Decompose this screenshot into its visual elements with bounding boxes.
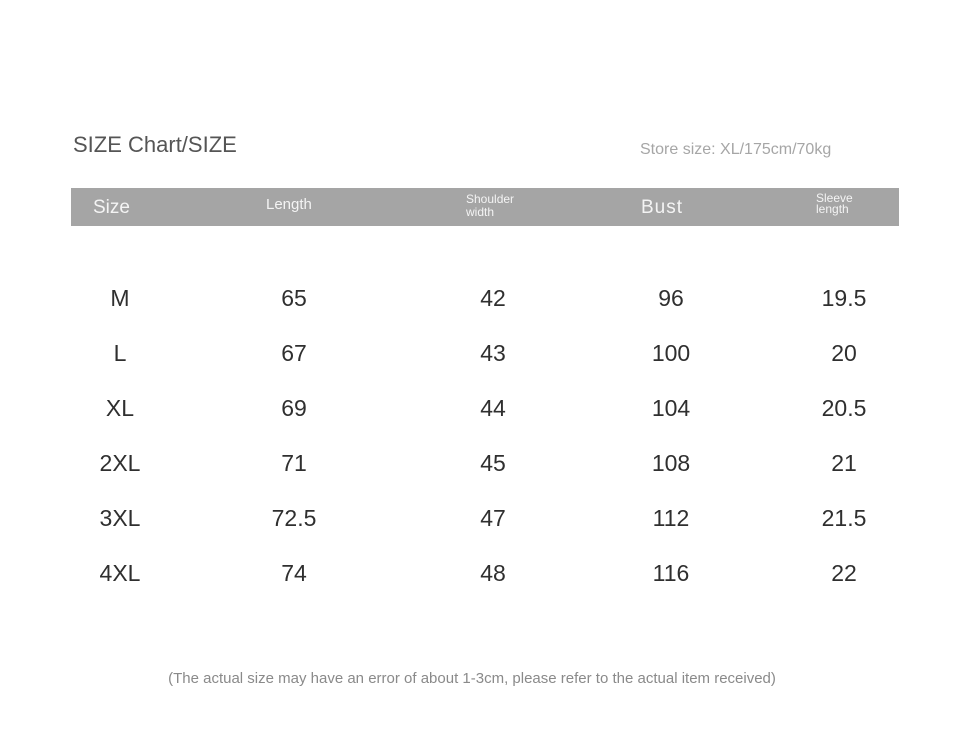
cell-shoulder: 48 <box>480 560 506 586</box>
header-shoulder-width <box>466 193 536 219</box>
cell-sleeve: 21.5 <box>821 505 867 531</box>
store-size-note: Store size: XL/175cm/70kg <box>640 141 832 158</box>
cell-sleeve: 20.5 <box>821 395 867 421</box>
table-row <box>0 381 969 436</box>
cell-bust: 100 <box>651 340 691 366</box>
cell-size: 2XL <box>99 450 141 476</box>
header-shoulder-line1: Shoulder <box>466 192 515 206</box>
cell-bust: 96 <box>658 285 684 311</box>
header-sleeve-length <box>816 193 876 215</box>
cell-size: XL <box>105 395 135 421</box>
table-row <box>0 546 969 601</box>
header-bust: Bust <box>641 197 684 218</box>
cell-length: 71 <box>281 450 307 476</box>
cell-sleeve: 19.5 <box>821 285 867 311</box>
cell-bust: 108 <box>651 450 691 476</box>
cell-sleeve: 20 <box>831 340 857 366</box>
cell-size: M <box>110 285 130 311</box>
cell-shoulder: 42 <box>480 285 506 311</box>
table-header <box>71 188 899 226</box>
table-row <box>0 491 969 546</box>
header-size: Size <box>93 197 130 218</box>
header-shoulder-line2: width <box>466 205 495 219</box>
cell-size: 4XL <box>99 560 141 586</box>
cell-shoulder: 47 <box>480 505 506 531</box>
table-row <box>0 436 969 491</box>
cell-length: 72.5 <box>271 505 317 531</box>
cell-length: 69 <box>281 395 307 421</box>
footnote: (The actual size may have an error of about 1-3cm, please refer to the actual item received) <box>168 670 776 687</box>
cell-shoulder: 44 <box>480 395 506 421</box>
cell-shoulder: 45 <box>480 450 506 476</box>
header-sleeve-line1: Sleeve <box>816 191 853 205</box>
cell-length: 67 <box>281 340 307 366</box>
cell-bust: 116 <box>652 560 690 586</box>
cell-shoulder: 43 <box>480 340 506 366</box>
cell-size: L <box>113 340 127 366</box>
cell-length: 65 <box>281 285 307 311</box>
cell-sleeve: 22 <box>831 560 857 586</box>
cell-bust: 104 <box>651 395 691 421</box>
table-row <box>0 271 969 326</box>
cell-length: 74 <box>281 560 307 586</box>
chart-title: SIZE Chart/SIZE <box>73 132 237 157</box>
header-sleeve-line2: length <box>816 202 849 216</box>
cell-bust: 112 <box>652 505 690 531</box>
header-length: Length <box>266 196 312 213</box>
table-row <box>0 326 969 381</box>
cell-sleeve: 21 <box>831 450 857 476</box>
cell-size: 3XL <box>99 505 141 531</box>
size-table-body <box>0 271 969 601</box>
